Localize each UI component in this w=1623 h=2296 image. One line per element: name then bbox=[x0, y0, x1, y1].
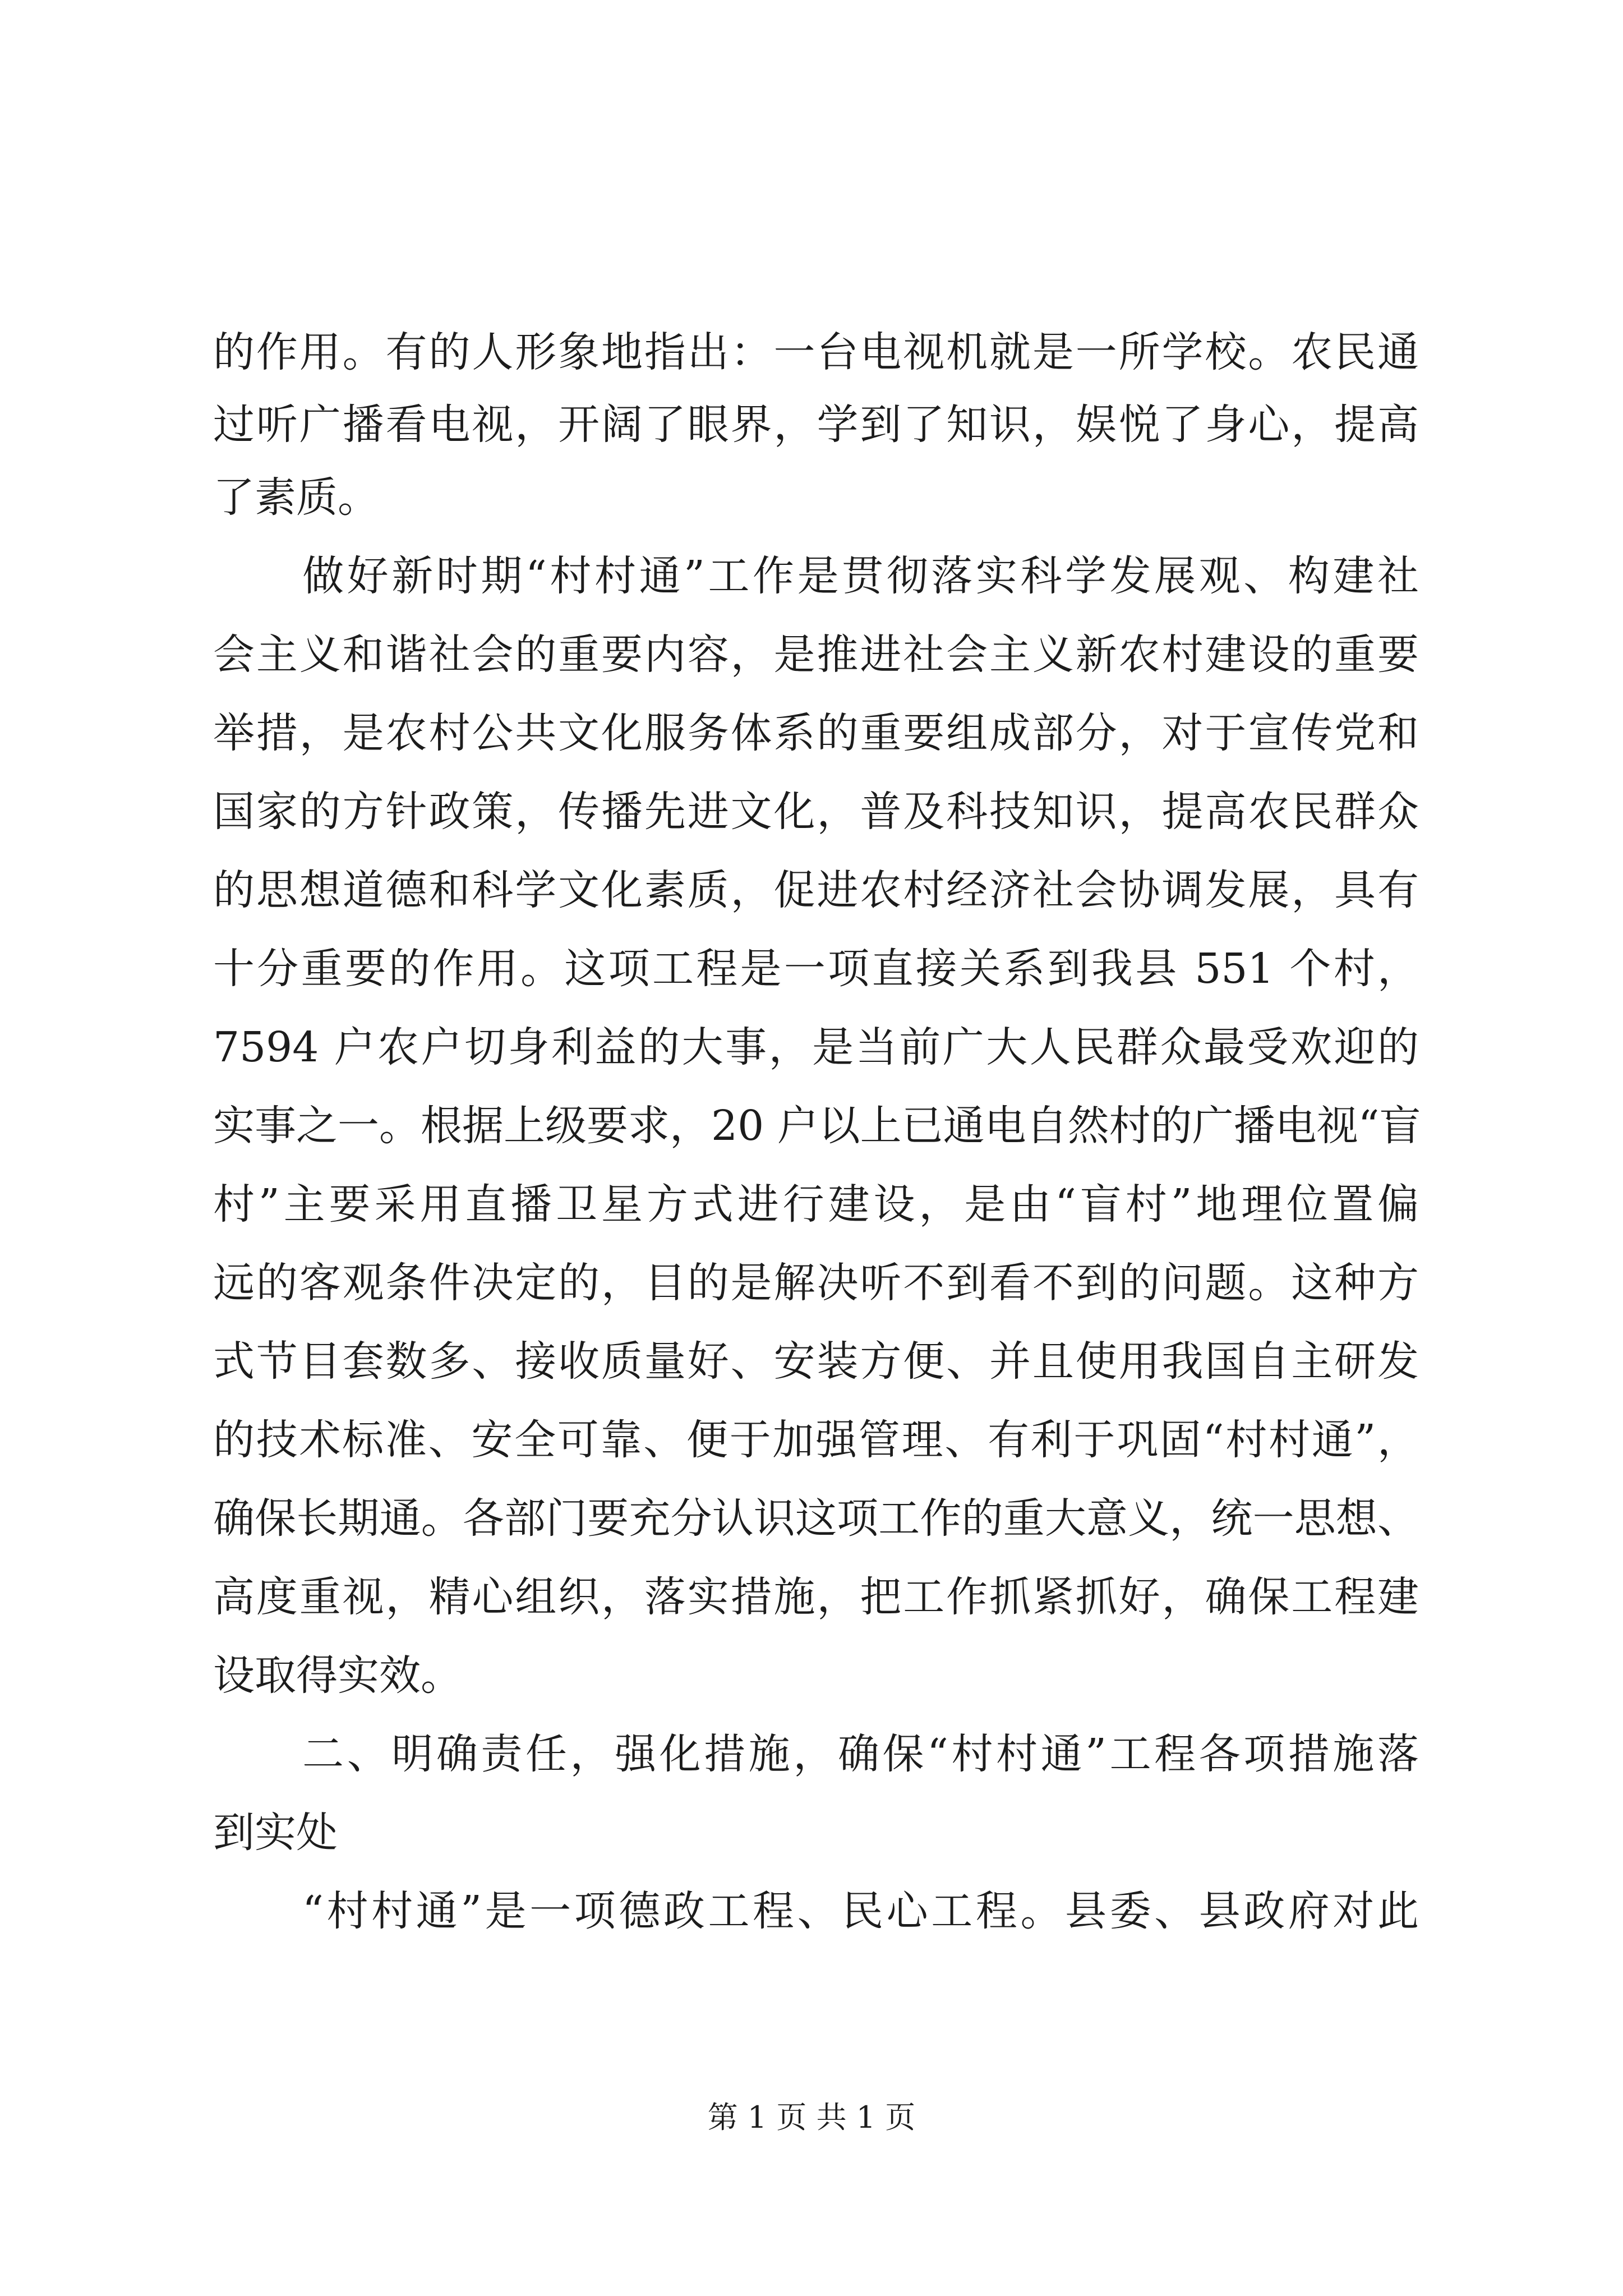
body-text-line: 高度重视，精心组织，落实措施，把工作抓紧抓好，确保工程建 bbox=[213, 1573, 1419, 1621]
body-text-line: 设取得实效。 bbox=[213, 1651, 462, 1700]
body-text-line: 十分重要的作用。这项工程是一项直接关系到我县 551 个村， bbox=[213, 945, 1419, 993]
body-text-line: 确保长期通。各部门要充分认识这项工作的重大意义，统一思想、 bbox=[213, 1494, 1419, 1543]
body-text-line: 实事之一。根据上级要求，20 户以上已通电自然村的广播电视“盲 bbox=[213, 1102, 1421, 1150]
body-text-line: 的技术标准、安全可靠、便于加强管理、有利于巩固“村村通”， bbox=[213, 1416, 1419, 1464]
body-text-line: 7594 户农户切身利益的大事，是当前广大人民群众最受欢迎的 bbox=[213, 1023, 1419, 1071]
page-footer: 第 1 页 共 1 页 bbox=[707, 2100, 916, 2135]
section-heading-line: 二、明确责任，强化措施，确保“村村通”工程各项措施落 bbox=[213, 1730, 1419, 1778]
body-text-line: 的思想道德和科学文化素质，促进农村经济社会协调发展，具有 bbox=[213, 866, 1419, 914]
body-text-line: 举措，是农村公共文化服务体系的重要组成部分，对于宣传党和 bbox=[213, 709, 1419, 757]
body-text-line: 做好新时期“村村通”工作是贯彻落实科学发展观、构建社 bbox=[213, 552, 1419, 600]
section-heading-line: 到实处 bbox=[213, 1809, 338, 1857]
body-text-line: 国家的方针政策，传播先进文化，普及科技知识，提高农民群众 bbox=[213, 788, 1419, 836]
body-text-line: 会主义和谐社会的重要内容，是推进社会主义新农村建设的重要 bbox=[213, 631, 1419, 679]
body-text-line: 村”主要采用直播卫星方式进行建设，是由“盲村”地理位置偏 bbox=[213, 1180, 1419, 1228]
body-text-line: 式节目套数多、接收质量好、安装方便、并且使用我国自主研发 bbox=[213, 1337, 1419, 1386]
body-text-line: 过听广播看电视，开阔了眼界，学到了知识，娱悦了身心，提高 bbox=[213, 401, 1419, 449]
body-text-line: “村村通”是一项德政工程、民心工程。县委、县政府对此 bbox=[213, 1887, 1419, 1935]
body-text-line: 远的客观条件决定的，目的是解决听不到看不到的问题。这种方 bbox=[213, 1259, 1419, 1307]
body-text-line: 了素质。 bbox=[213, 473, 379, 522]
body-text-line: 的作用。有的人形象地指出：一台电视机就是一所学校。农民通 bbox=[213, 328, 1419, 376]
